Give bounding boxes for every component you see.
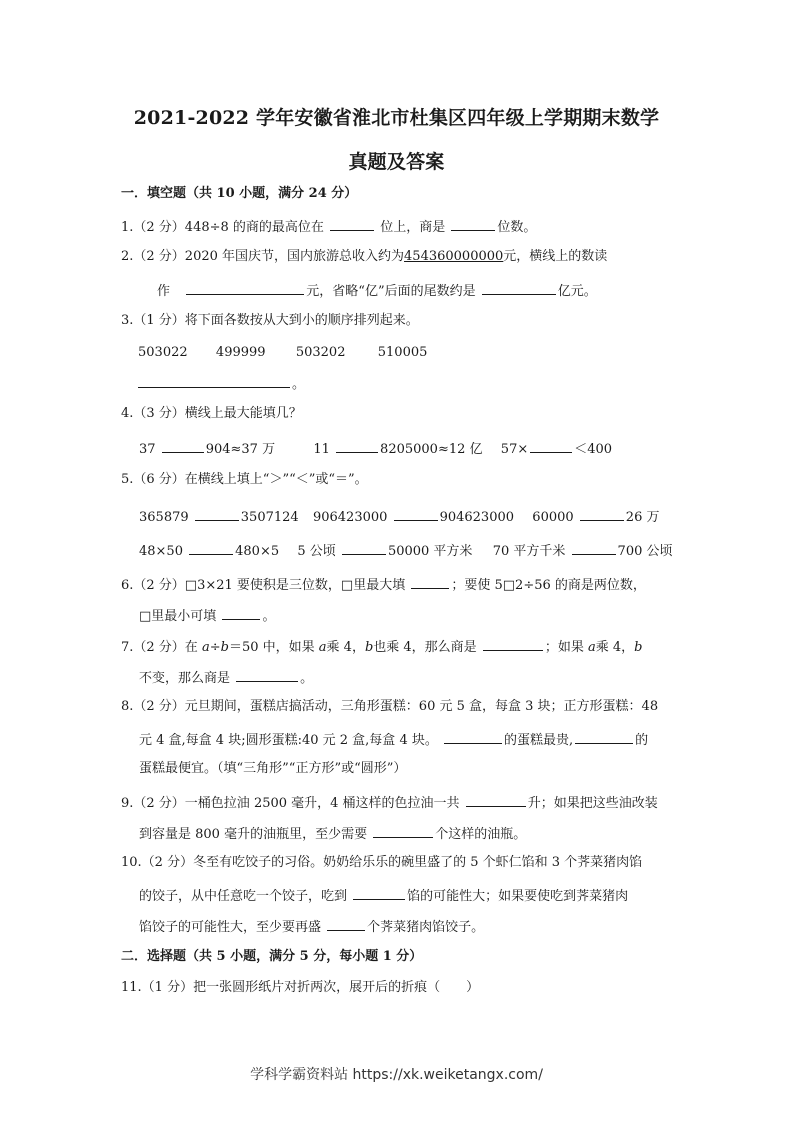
answer-blank[interactable] (373, 824, 433, 838)
section2-heading: 二．选择题（共 5 小题，满分 5 分，每小题 1 分） (121, 949, 423, 964)
answer-blank[interactable] (530, 439, 572, 453)
q5-item: 5 公顷 (297, 544, 336, 559)
question-9-line2 (139, 824, 526, 843)
answer-blank[interactable] (330, 217, 374, 231)
question-11: 11.（1 分）把一张圆形纸片对折两次，展开后的折痕（ ） (121, 980, 480, 995)
answer-blank[interactable] (451, 217, 495, 231)
q4-text: 37 (139, 442, 156, 457)
q4-text: 904≈37 万 (205, 442, 276, 457)
q4-items (139, 439, 612, 458)
q3-number: 510005 (377, 345, 428, 360)
q5-item: 48×50 (139, 544, 183, 559)
q10-text: 个荠菜猪肉馅饺子。 (367, 920, 485, 935)
q5-item: 70 平方千米 (492, 544, 566, 559)
q2-text-e: 亿元。 (557, 284, 597, 299)
q10-text: 馅的可能性大；如果要使吃到荠菜猪肉 (407, 889, 629, 904)
q7-text: 。 (300, 671, 314, 686)
q7-var-b: b (634, 640, 643, 655)
question-10-line3 (139, 917, 484, 936)
q3-answer-line (138, 374, 305, 393)
question-10-line1: 10.（2 分）冬至有吃饺子的习俗。奶奶给乐乐的碗里盛了的 5 个虾仁馅和 3 个荠菜猪肉馅 (121, 855, 643, 870)
q4-text: 57× (500, 442, 529, 457)
question-6-line1 (121, 575, 646, 594)
q1-text-c: 位数。 (497, 220, 537, 235)
answer-blank[interactable] (411, 575, 449, 589)
q6-text-a: 6.（2 分）□3×21 要使积是三位数，□里最大填 (121, 578, 406, 593)
answer-blank[interactable] (186, 281, 304, 295)
q5-item: 26 万 (625, 510, 660, 525)
q9-text: 9.（2 分）一桶色拉油 2500 毫升，4 桶这样的色拉油一共 (121, 796, 460, 811)
question-2-line1 (121, 249, 607, 265)
answer-blank[interactable] (195, 507, 239, 521)
answer-blank[interactable] (580, 507, 624, 521)
footer-watermark: 学科学霸资料站 https://xk.weiketangx.com/ (250, 1067, 543, 1083)
answer-blank[interactable] (466, 793, 526, 807)
q7-var-b: b (364, 640, 374, 655)
q5-item: 480×5 (235, 544, 280, 559)
section1-heading: 一．填空题（共 10 小题，满分 24 分） (121, 186, 358, 201)
q2-text-a: 2.（2 分）2020 年国庆节，国内旅游总收入约为 (121, 249, 405, 264)
q7-text: 7.（2 分）在 (121, 640, 198, 655)
q10-text: 的饺子，从中任意吃一个饺子，吃到 (139, 889, 348, 904)
q7-var-a: a (318, 640, 327, 655)
q1-text-b: 位上，商是 (380, 220, 446, 235)
answer-blank[interactable] (327, 917, 365, 931)
q2-text-c: 作 (157, 284, 171, 299)
q7-text: ；如果 (544, 640, 584, 655)
q5-item: 50000 平方米 (387, 544, 473, 559)
answer-blank[interactable] (444, 730, 502, 744)
q5-item: 365879 (139, 510, 189, 525)
answer-blank[interactable] (394, 507, 438, 521)
document-title-line1: 2021-2022 学年安徽省淮北市杜集区四年级上学期期末数学 (133, 107, 660, 129)
question-5: 5.（6 分）在横线上填上“＞”“＜”或“＝”。 (121, 472, 368, 487)
question-2-line2 (157, 281, 597, 300)
q2-underlined-number: 454360000000 (404, 249, 504, 264)
q1-text-a: 1.（2 分）448÷8 的商的最高位在 (121, 220, 324, 235)
q9-text: 升；如果把这些油改装 (527, 796, 658, 811)
q4-text: 11 (313, 442, 330, 457)
answer-blank[interactable] (336, 439, 378, 453)
q4-text: ＜400 (574, 442, 613, 457)
answer-blank[interactable] (342, 541, 386, 555)
answer-blank[interactable] (189, 541, 233, 555)
question-6-line2 (139, 606, 275, 625)
question-8-line1: 8.（2 分）元旦期间，蛋糕店搞活动，三角形蛋糕：60 元 5 盒，每盒 3 块；正方形蛋糕：48 (121, 699, 659, 714)
q5-item: 3507124 (240, 510, 299, 525)
q5-row1 (139, 507, 659, 526)
q5-item: 60000 (532, 510, 574, 525)
q6-text-b: ；要使 5□2÷56 的商是两位数， (451, 578, 646, 593)
q9-text: 个这样的油瓶。 (435, 827, 527, 842)
q8-text: 的蛋糕最贵, (503, 733, 574, 748)
q3-numbers (138, 345, 427, 361)
q7-text: 不变，那么商是 (139, 671, 231, 686)
question-7-line2 (139, 668, 313, 687)
answer-blank[interactable] (236, 668, 298, 682)
q5-item: 700 公顷 (617, 544, 673, 559)
q5-item: 904623000 (439, 510, 515, 525)
q6-text-c: □里最小可填 (139, 609, 217, 624)
q7-var-b: b (220, 640, 229, 655)
q3-end: 。 (292, 377, 306, 392)
question-8-line2 (139, 730, 648, 749)
answer-blank[interactable] (483, 637, 543, 651)
answer-blank[interactable] (138, 374, 290, 388)
q7-text: ÷ (209, 640, 221, 655)
q7-text: 也乘 4，那么商是 (373, 640, 477, 655)
question-4: 4.（3 分）横线上最大能填几？ (121, 406, 302, 421)
q6-text-d: 。 (262, 609, 276, 624)
q5-item: 906423000 (312, 510, 388, 525)
question-3: 3.（1 分）将下面各数按从大到小的顺序排列起来。 (121, 313, 419, 328)
answer-blank[interactable] (162, 439, 204, 453)
q7-text: ＝50 中，如果 (228, 640, 315, 655)
q8-text: 的 (635, 733, 649, 748)
answer-blank[interactable] (575, 730, 633, 744)
q3-number: 503202 (295, 345, 346, 360)
q10-text: 馅饺子的可能性大，至少要再盛 (139, 920, 322, 935)
q7-var-a: a (201, 640, 210, 655)
question-9-line1 (121, 793, 658, 812)
q9-text: 到容量是 800 毫升的油瓶里，至少需要 (139, 827, 368, 842)
q5-row2 (139, 541, 673, 560)
question-1 (121, 217, 536, 236)
q3-number: 499999 (215, 345, 266, 360)
question-7-line1 (121, 637, 642, 656)
q2-text-d: 元，省略“亿”后面的尾数约是 (306, 284, 476, 299)
q7-var-a: a (587, 640, 596, 655)
q8-text: 元 4 盒,每盒 4 块;圆形蛋糕:40 元 2 盒,每盒 4 块。 (139, 733, 438, 748)
question-8-line3: 蛋糕最便宜。（填“三角形”“正方形”或“圆形”） (139, 761, 407, 776)
q7-text: 乘 4， (595, 640, 635, 655)
answer-blank[interactable] (482, 281, 556, 295)
q3-number: 503022 (138, 345, 188, 360)
answer-blank[interactable] (572, 541, 616, 555)
question-10-line2 (139, 886, 628, 905)
q7-text: 乘 4， (326, 640, 365, 655)
q4-text: 8205000≈12 亿 (380, 442, 483, 457)
answer-blank[interactable] (353, 886, 405, 900)
q2-text-b: 元，横线上的数读 (503, 249, 608, 264)
answer-blank[interactable] (222, 606, 260, 620)
document-title-line2: 真题及答案 (348, 151, 445, 173)
